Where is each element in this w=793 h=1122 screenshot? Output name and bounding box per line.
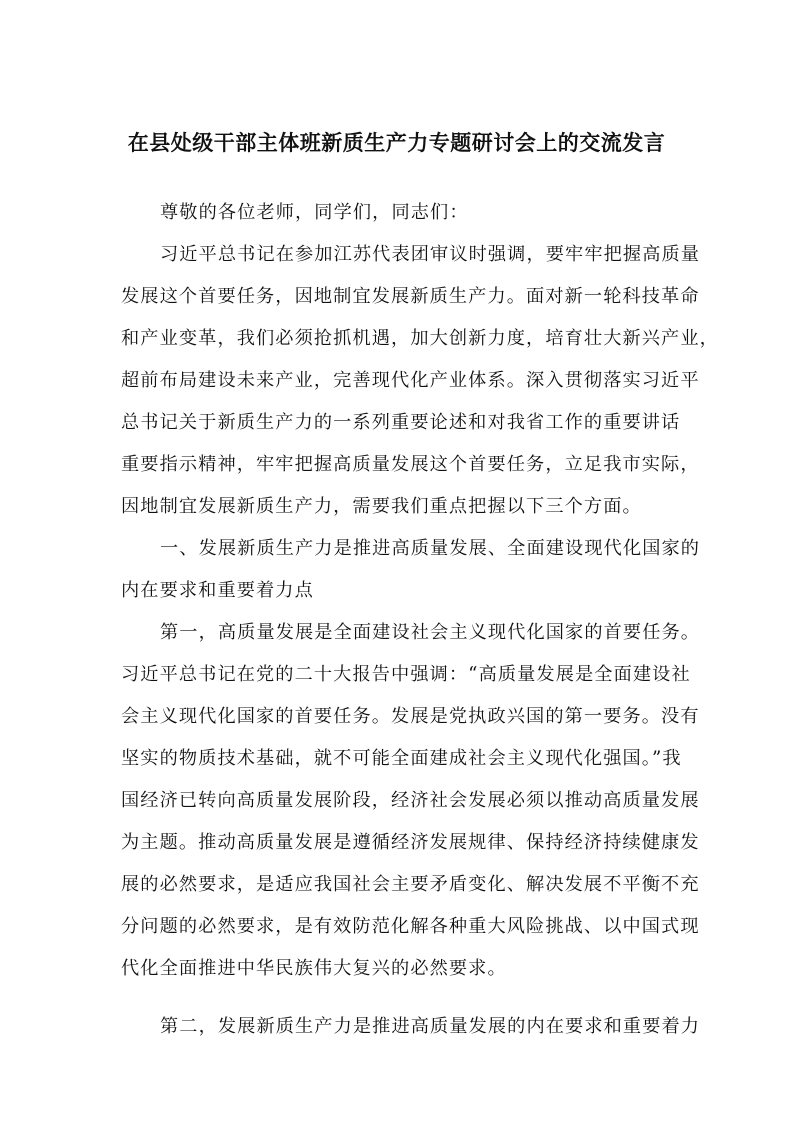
text-line: 第二，发展新质生产力是推进高质量发展的内在要求和重要着力 <box>160 1016 701 1037</box>
text-line: 因地制宜发展新质生产力，需要我们重点把握以下三个方面。 <box>121 496 642 517</box>
document-title: 在县处级干部主体班新质生产力专题研讨会上的交流发言 <box>127 131 666 155</box>
text-line: 总书记关于新质生产力的一系列重要论述和对我省工作的重要讲话 <box>121 412 681 433</box>
text-line: 代化全面推进中华民族伟大复兴的必然要求。 <box>121 958 507 979</box>
text-line: 分问题的必然要求，是有效防范化解各种重大风险挑战、以中国式现 <box>121 916 700 937</box>
text-line: 会主义现代化国家的首要任务。发展是党执政兴国的第一要务。没有 <box>121 706 700 727</box>
salutation-line: 尊敬的各位老师，同学们，同志们： <box>160 202 469 223</box>
text-line: 国经济已转向高质量发展阶段，经济社会发展必须以推动高质量发展 <box>121 790 700 811</box>
text-line: 坚实的物质技术基础，就不可能全面建成社会主义现代化强国。”我 <box>121 748 682 769</box>
text-line: 重要指示精神，牢牢把握高质量发展这个首要任务，立足我市实际， <box>121 454 700 475</box>
text-line: 发展这个首要任务，因地制宜发展新质生产力。面对新一轮科技革命 <box>121 286 700 307</box>
text-line: 为主题。推动高质量发展是遵循经济发展规律、保持经济持续健康发 <box>121 832 700 853</box>
text-line: 和产业变革，我们必须抢抓机遇，加大创新力度，培育壮大新兴产业， <box>121 328 719 349</box>
text-line: 习近平总书记在参加江苏代表团审议时强调，要牢牢把握高质量 <box>160 244 701 265</box>
text-line: 展的必然要求，是适应我国社会主要矛盾变化、解决发展不平衡不充 <box>121 874 700 895</box>
text-line: 超前布局建设未来产业，完善现代化产业体系。深入贯彻落实习近平 <box>121 370 700 391</box>
section-heading-line: 一、发展新质生产力是推进高质量发展、全面建设现代化国家的 <box>160 538 701 559</box>
text-line: 第一，高质量发展是全面建设社会主义现代化国家的首要任务。 <box>160 622 701 643</box>
section-heading-line: 内在要求和重要着力点 <box>121 580 314 601</box>
text-line: 习近平总书记在党的二十大报告中强调：“高质量发展是全面建设社 <box>121 664 691 685</box>
